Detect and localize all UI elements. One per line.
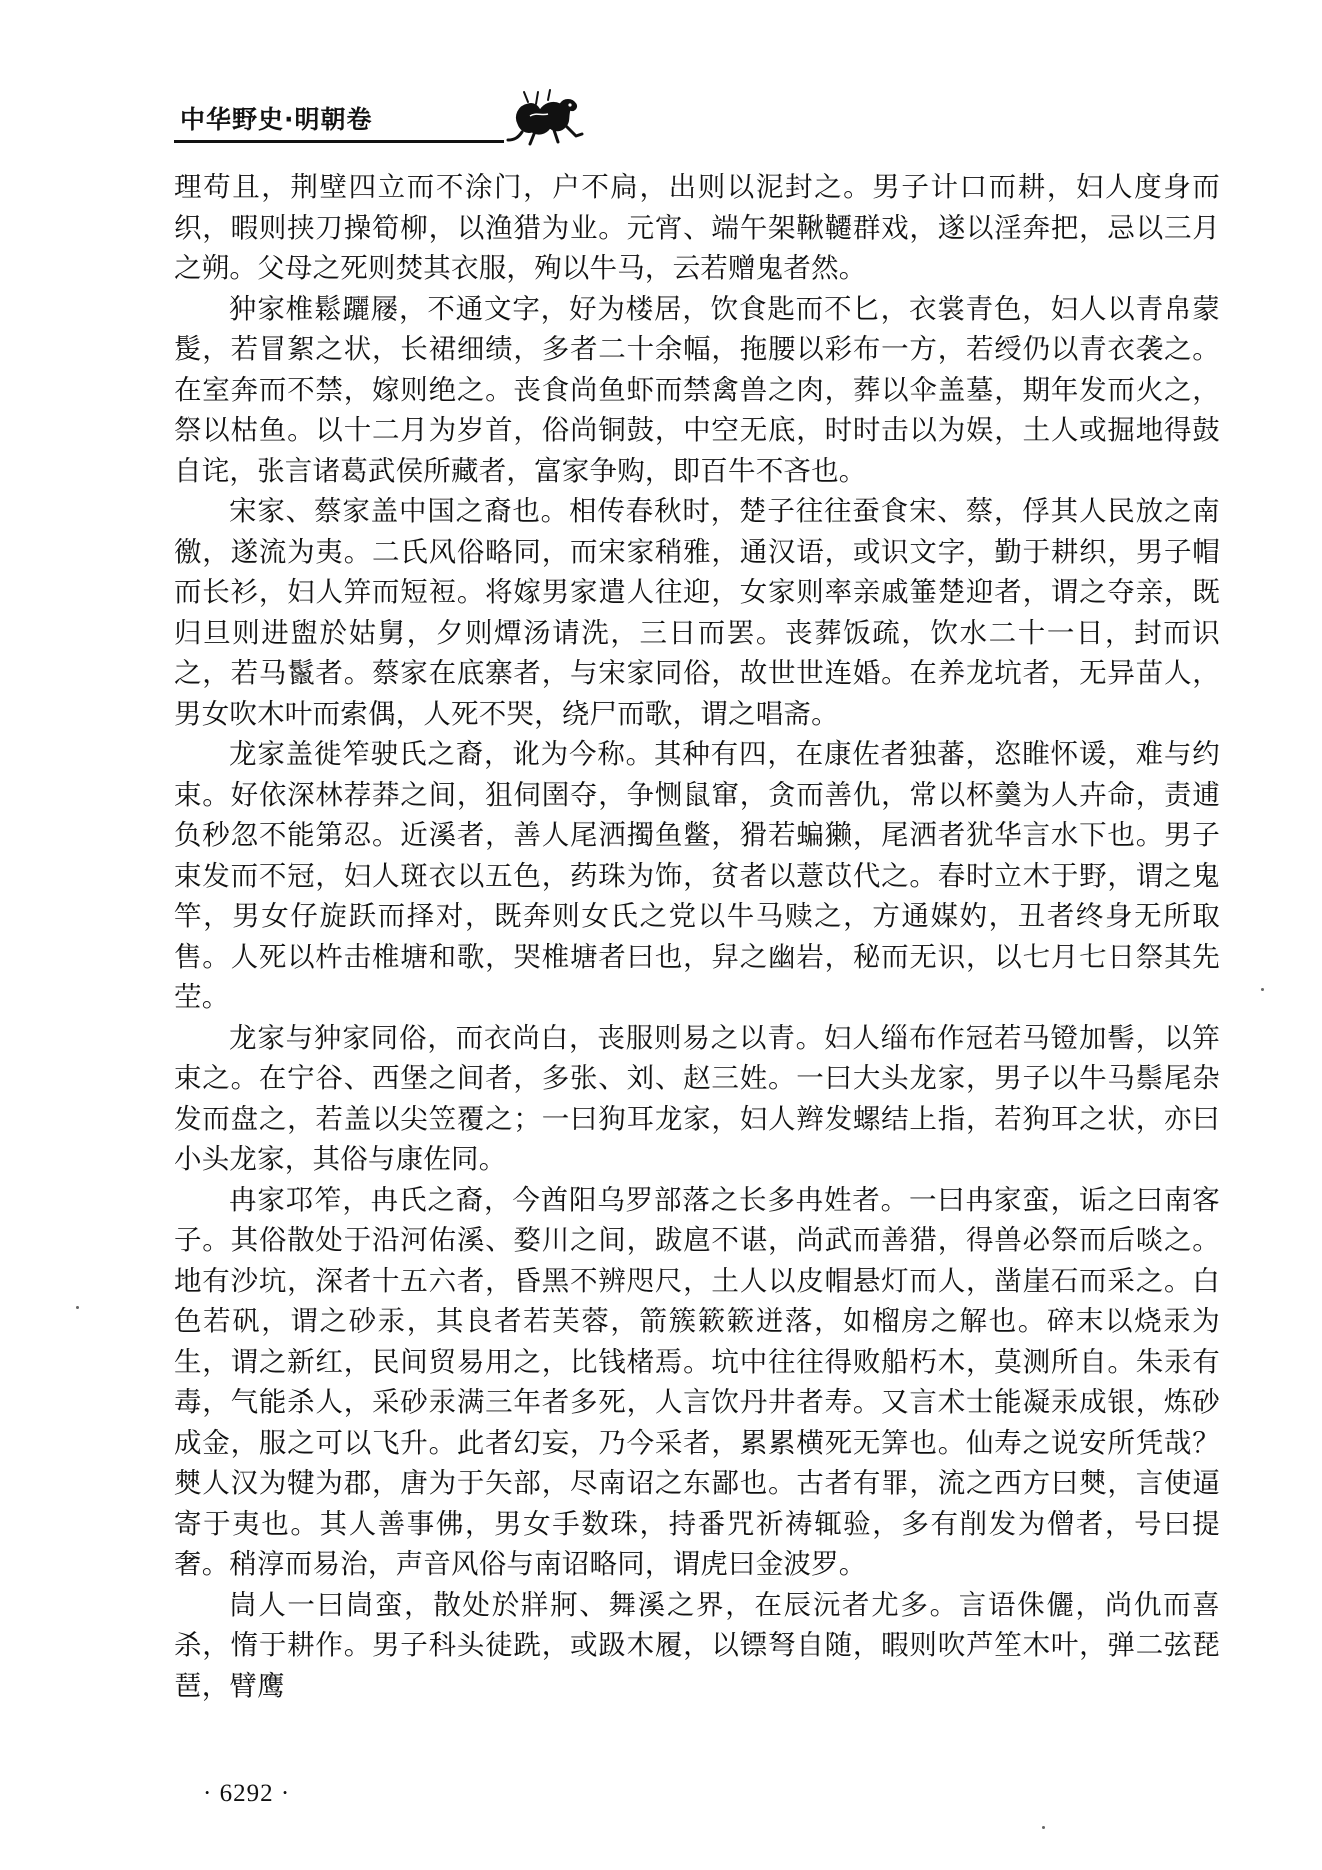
body-text [174,167,1220,1706]
scan-speck [76,1306,79,1309]
running-header [174,94,714,154]
paragraph: 冉家邛笮，冉氏之裔，今酋阳乌罗部落之长多冉姓者。一曰冉家蛮，诟之曰南客子。其俗散处于沿河佑溪、婺川之间，跋扈不谌，尚武而善猎，得兽必祭而后啖之。地有沙坑，深者十五六者，昏黑不辨咫尺，土人以皮帽悬灯而人，凿崖石而采之。白色若矾，谓之砂汞，其良者若芙蓉，箭簇簌簌迸落，如榴房之解也。碎末以烧汞为生，谓之新红，民间贸易用之，比钱楮焉。坑中往往得败船朽木，莫测所自。朱汞有毒，气能杀人，采砂汞满三年者多死，人言饮丹井者寿。又言术士能凝汞成银，炼砂成金，服之可以飞升。此者幻妄，乃今采者，累累横死无筭也。仙寿之说安所凭哉？僰人汉为犍为郡，唐为于矢部，尽南诏之东鄙也。古者有罪，流之西方曰僰，言使逼寄于夷也。其人善事佛，男女手数珠，持番咒祈祷辄验，多有削发为僧者，号曰提奢。稍淳而易治，声音风俗与南诏略同，谓虎曰金波罗。 [174,1183,1220,1580]
header-rule [174,140,504,143]
book-title: 中华野史·明朝卷 [180,105,373,134]
page-number: · 6292 · [203,1780,291,1807]
paragraph: 狆家椎鬆躧屦，不通文字，好为楼居，饮食匙而不匕，衣裳青色，妇人以青帛蒙髲，若冒絮之状，长裙细绩，多者二十余幅，拖腰以彩布一方，若绶仍以青衣袭之。在室奔而不禁，嫁则绝之。丧食尚鱼虾而禁禽兽之肉，葬以伞盖墓，期年发而火之，祭以枯鱼。以十二月为岁首，俗尚铜鼓，中空无底，时时击以为娱，土人或掘地得鼓自诧，张言诸葛武侯所藏者，富家争购，即百牛不吝也。 [174,292,1220,487]
scan-speck [1261,988,1264,991]
scan-speck [1042,1826,1045,1829]
paragraph: 宋家、蔡家盖中国之裔也。相传春秋时，楚子往往蚕食宋、蔡，俘其人民放之南徼，遂流为夷。二氏风俗略同，而宋家稍雅，通汉语，或识文字，勤于耕织，男子帽而长衫，妇人笄而短裋。将嫁男家遣人往迎，女家则率亲戚箠楚迎者，谓之夺亲，既归旦则进盥於姑舅，夕则燂汤请洗，三日而罢。丧葬饭疏，饮水二十一日，封而识之，若马鬣者。蔡家在底寨者，与宋家同俗，故世世连婚。在养龙坑者，无异苗人，男女吹木叶而索偶，人死不哭，绕尸而歌，谓之唱斋。 [174,495,1220,730]
paragraph: 理苟且，荆壁四立而不涂门，户不扃，出则以泥封之。男子计口而耕，妇人度身而织，暇则挟刀操筍柳，以渔猎为业。元宵、端午架鞦韆群戏，遂以淫奔把，忌以三月之朔。父母之死则焚其衣服，殉以牛马，云若赠鬼者然。 [174,171,1220,284]
paragraph: 龙家与狆家同俗，而衣尚白，丧服则易之以青。妇人缁布作冠若马镫加髻，以笄束之。在宁谷、西堡之间者，多张、刘、赵三姓。一曰大头龙家，男子以牛马鬃尾杂发而盘之，若盖以尖笠覆之；一曰狗耳龙家，妇人辫发螺结上指，若狗耳之状，亦曰小头龙家，其俗与康佐同。 [174,1021,1220,1175]
paragraph: 龙家盖徙笮驶氏之裔，讹为今称。其种有四，在康佐者独蕃，恣睢怀谖，难与约束。好依深林荐莽之间，狙伺圉夺，争恻鼠窜，贪而善仇，常以杯羹为人卉命，责逋负秒忽不能第忍。近溪者，善人尾洒擉鱼鳖，猾若蝙獭，尾洒者犹华言水下也。男子束发而不冠，妇人斑衣以五色，药珠为饰，贫者以薏苡代之。春时立木于野，谓之鬼竿，男女仔旋跃而择对，既奔则女氏之党以牛马赎之，方通媒妁，丑者终身无所取售。人死以杵击椎塘和歌，哭椎塘者曰也，舁之幽岩，秘而无识，以七月七日祭其先茔。 [174,738,1220,1013]
dragon-emblem-icon [504,86,586,148]
paragraph: 峝人一曰峝蛮，散处於牂牁、舞溪之界，在辰沅者尤多。言语侏儷，尚仇而喜杀，惰于耕作。男子科头徒跣，或趿木履，以镖弩自随，暇则吹芦笙木叶，弹二弦琵琶，臂鹰 [174,1588,1220,1702]
